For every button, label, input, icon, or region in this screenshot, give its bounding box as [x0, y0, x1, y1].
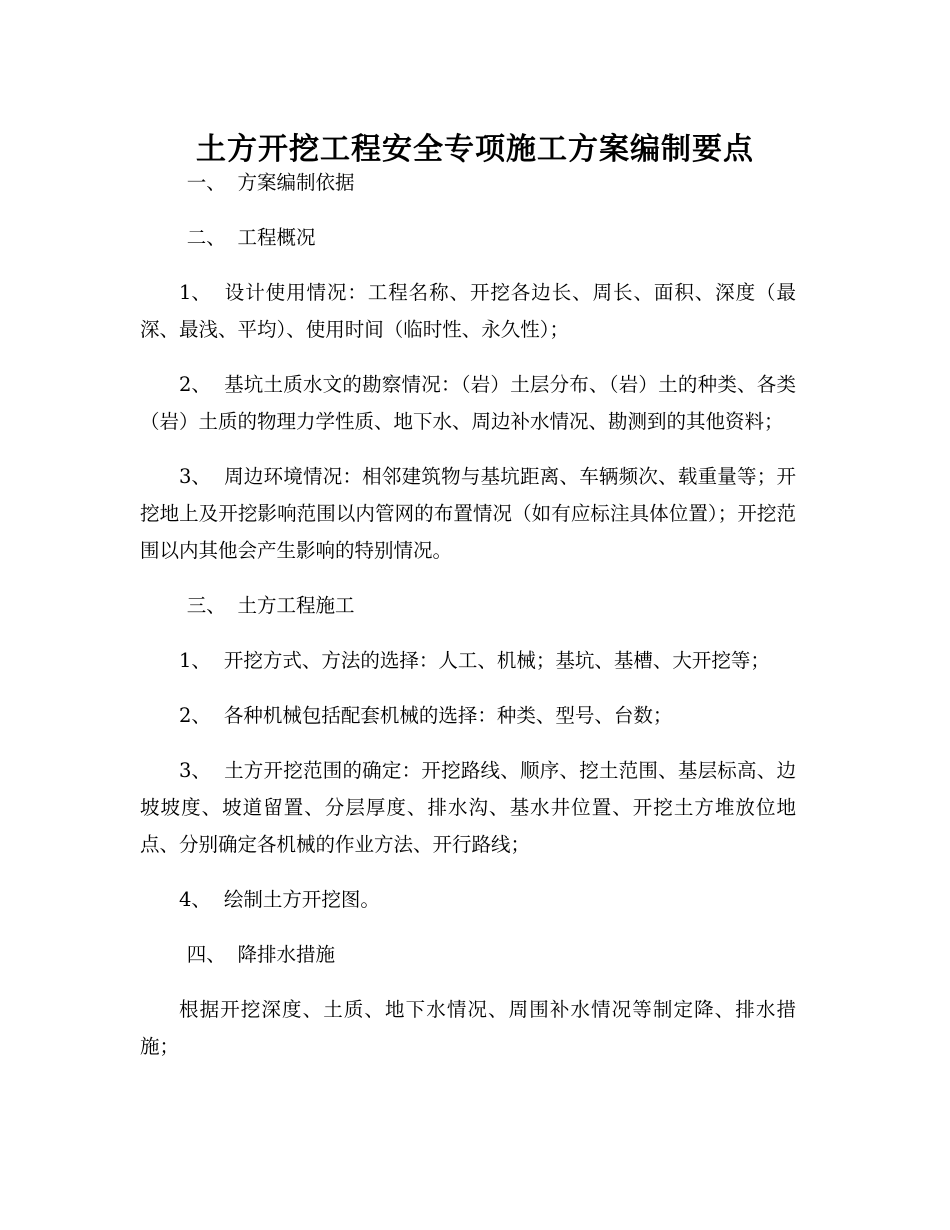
item-text: 土方开挖范围的确定：开挖路线、顺序、挖土范围、基层标高、边坡坡度、坡道留置、分层厚度、排水沟、基水井位置、开挖土方堆放位地点、分别确定各机械的作业方法、开行路线； — [140, 759, 796, 856]
section-title: 土方工程施工 — [237, 594, 355, 617]
item-number: 1、 — [179, 649, 211, 672]
section-title: 降排水措施 — [237, 943, 335, 966]
item-number: 3、 — [179, 465, 211, 488]
list-item — [140, 458, 796, 569]
item-number: 1、 — [179, 281, 211, 304]
item-text: 设计使用情况：工程名称、开挖各边长、周长、面积、深度（最深、最浅、平均）、使用时间（临时性、永久性）； — [140, 281, 796, 341]
list-item — [140, 642, 796, 679]
item-number: 2、 — [179, 373, 211, 396]
section-heading-4 — [140, 936, 796, 973]
list-item — [140, 274, 796, 348]
item-text: 基坑土质水文的勘察情况：（岩）土层分布、（岩）土的种类、各类（岩）土质的物理力学性质、地下水、周边补水情况、勘测到的其他资料； — [140, 373, 796, 433]
section-heading-3 — [140, 587, 796, 624]
list-item — [140, 881, 796, 918]
section-number: 二、 — [186, 226, 226, 249]
list-item — [140, 366, 796, 440]
section-heading-1 — [140, 164, 796, 201]
list-item — [140, 752, 796, 863]
document-body — [140, 164, 796, 1083]
item-text: 周边环境情况：相邻建筑物与基坑距离、车辆频次、载重量等；开挖地上及开挖影响范围以内管网的布置情况（如有应标注具体位置）；开挖范围以内其他会产生影响的特别情况。 — [140, 465, 796, 562]
item-number: 3、 — [179, 759, 211, 782]
section-number: 三、 — [186, 594, 226, 617]
section-number: 四、 — [186, 943, 226, 966]
item-text: 各种机械包括配套机械的选择：种类、型号、台数； — [223, 704, 673, 727]
document-title: 土方开挖工程安全专项施工方案编制要点 — [196, 132, 754, 168]
section-number: 一、 — [186, 171, 226, 194]
list-item — [140, 697, 796, 734]
body-paragraph: 根据开挖深度、土质、地下水情况、周围补水情况等制定降、排水措施； — [140, 998, 796, 1058]
item-number: 2、 — [179, 704, 211, 727]
section-title: 工程概况 — [237, 226, 316, 249]
item-text: 绘制土方开挖图。 — [223, 888, 380, 911]
section-title: 方案编制依据 — [237, 171, 355, 194]
item-number: 4、 — [179, 888, 211, 911]
item-text: 开挖方式、方法的选择：人工、机械；基坑、基槽、大开挖等； — [223, 649, 770, 672]
section-heading-2 — [140, 219, 796, 256]
